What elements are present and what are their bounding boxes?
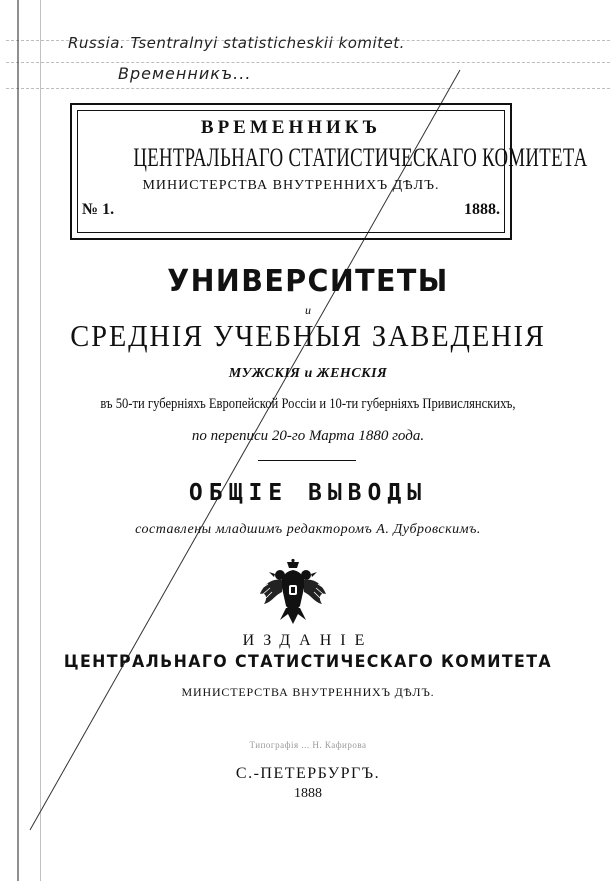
- edition-label: ИЗДАНІЕ: [242, 632, 374, 649]
- handwritten-short-title: Временникъ...: [118, 64, 252, 83]
- main-subtitle: СРЕДНІЯ УЧЕБНЫЯ ЗАВЕДЕНІЯ: [70, 318, 546, 353]
- publication-city: С.-ПЕТЕРБУРГЪ.: [235, 765, 381, 782]
- issue-number: № 1.: [82, 201, 115, 218]
- handwritten-catalog-note: Russia. Tsentralnyi statisticheskii komitet.: [68, 34, 405, 52]
- compiled-by-line: составлены младшимъ редакторомъ А. Дубровскимъ.: [135, 522, 481, 537]
- printer-line: Типографія ... Н. Кафирова: [249, 740, 367, 750]
- series-header-box: [70, 103, 588, 240]
- divider-rule: [258, 460, 356, 461]
- series-committee: ЦЕНТРАЛЬНАГО СТАТИСТИЧЕСКАГО КОМИТЕТА: [133, 143, 588, 172]
- publisher-ministry: МИНИСТЕРСТВА ВНУТРЕННИХЪ ДѢЛЪ.: [181, 685, 435, 699]
- double-headed-eagle-icon: [258, 558, 328, 626]
- publication-year: 1888: [294, 786, 322, 801]
- series-year: 1888.: [464, 201, 500, 218]
- provinces-line: въ 50-ти губерніяхъ Европейской Россіи и 10-ти губерніяхъ Привислянскихъ,: [100, 396, 516, 412]
- conclusions-heading: ОБЩІЕ ВЫВОДЫ: [188, 480, 428, 506]
- series-ministry: МИНИСТЕРСТВА ВНУТРЕННИХЪ ДѢЛЪ.: [142, 178, 440, 193]
- genders-line: МУЖСКІЯ и ЖЕНСКІЯ: [228, 366, 388, 381]
- conjunction: и: [305, 303, 311, 317]
- main-title: УНИВЕРСИТЕТЫ: [167, 264, 449, 299]
- census-line: по переписи 20-го Марта 1880 года.: [191, 428, 425, 444]
- series-title: ВРЕМЕННИКЪ: [200, 117, 382, 138]
- publisher-committee: ЦЕНТРАЛЬНАГО СТАТИСТИЧЕСКАГО КОМИТЕТА: [63, 652, 553, 672]
